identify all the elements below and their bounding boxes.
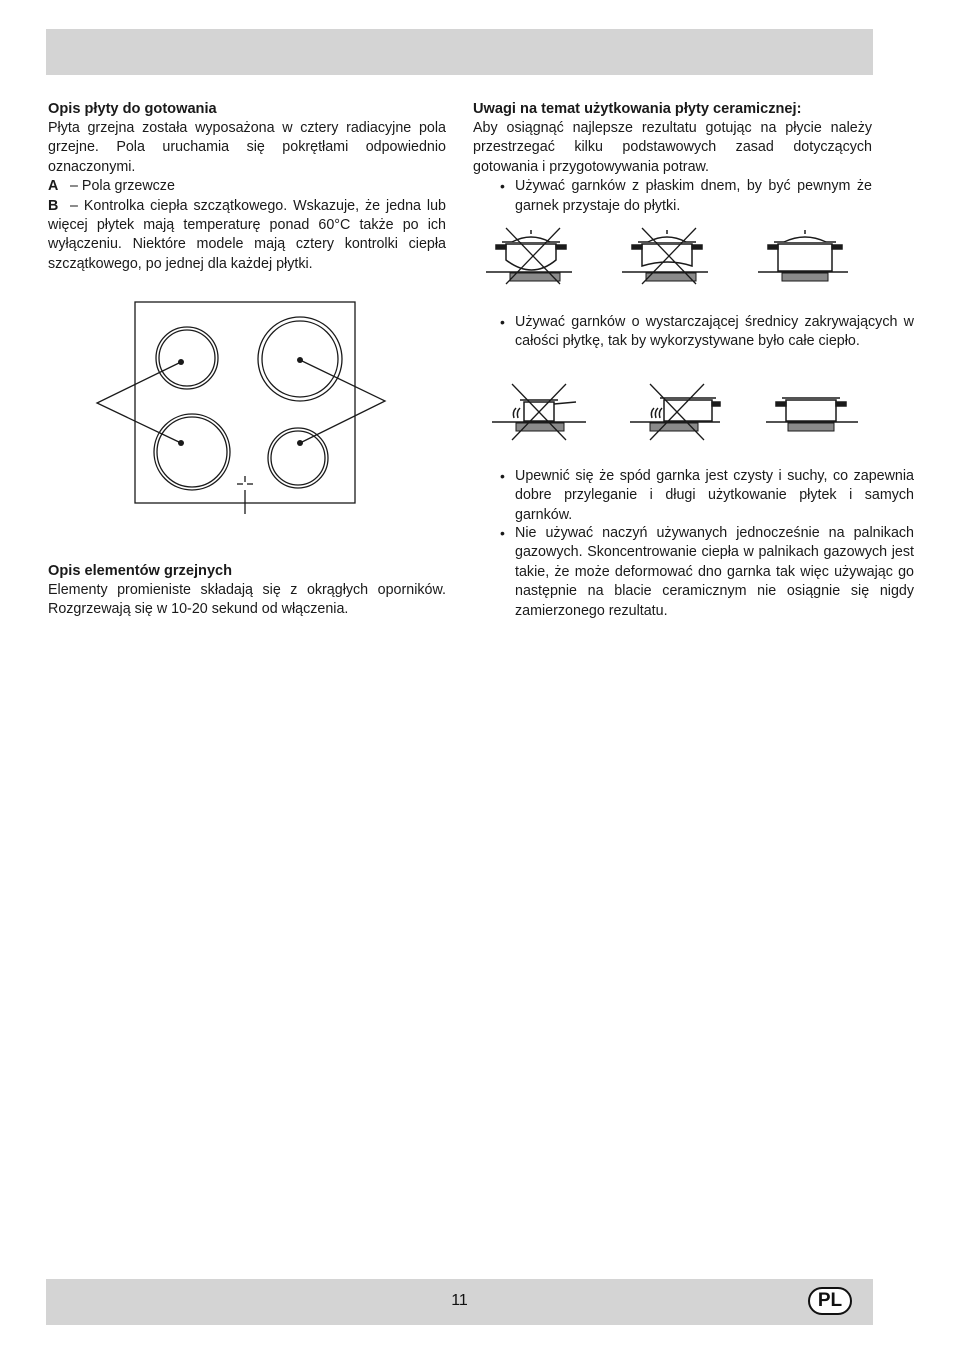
pot-small-diameter-icon (492, 400, 586, 431)
usage-notes-intro: Aby osiągnąć najlepsze rezultatu gotując na płycie należy przestrzegać kilku podstawowych zasad dotyczących gotowania i przygotowywania potraw. (473, 120, 872, 175)
legend-item-a (48, 177, 446, 196)
legend-item-b (48, 197, 446, 275)
burner-top-left (156, 327, 218, 389)
bullet-item: • Używać garnków o wystarczającej średnicy zakrywających w całości płytkę, tak by wykorzystywane było całe ciepło. (473, 313, 914, 352)
pot-diameter-illustrations (490, 378, 870, 444)
header-bar (46, 29, 873, 75)
heating-elements-section (48, 562, 446, 620)
page-number: 11 (451, 1292, 468, 1309)
footer-bar (46, 1279, 873, 1325)
pot-curved-bottom-icon (486, 230, 572, 281)
pointer-a-right (300, 360, 385, 443)
bullet-item: • Nie używać naczyń używanych jednocześnie na palnikach gazowych. Skoncentrowanie ciepła w palnikach gazowych jest takie, że może deformować dno garnka tak więc używając go następnie na blacie ceramicznym nie osiągnie się nigdy zamierzonego rezultatu. (473, 524, 914, 621)
language-badge: PL (808, 1287, 852, 1315)
pot-correct-size-icon (766, 398, 858, 431)
bullet-item: • Używać garnków z płaskim dnem, by być pewnym że garnek przystaje do płytki. (473, 177, 872, 216)
pot-bottom-illustrations (484, 222, 864, 292)
hob-description-text: Płyta grzejna została wyposażona w cztery radiacyjne pola grzejne. Pola uruchamia się pokrętłami odpowiednio oznaczonymi. (48, 120, 446, 175)
usage-notes-section (473, 100, 872, 216)
burner-bottom-right-inner (271, 431, 325, 485)
legend-text: – Pola grzewcze (70, 178, 175, 195)
hob-diagram (94, 300, 394, 520)
pot-bulged-bottom-icon (622, 230, 708, 281)
pot-flat-bottom-icon (758, 230, 848, 281)
hob-description-section (48, 100, 446, 274)
heating-elements-text: Elementy promieniste składają się z okrągłych oporników. Rozgrzewają się w 10-20 sekund od włączenia. (48, 582, 446, 618)
burner-bottom-right (268, 428, 328, 488)
heating-elements-heading: Opis elementów grzejnych (48, 563, 233, 579)
bullet-item: • Upewnić się że spód garnka jest czysty i suchy, co zapewnia dobre przyleganie i długi użytkowanie płytek i samych garnków. (473, 467, 914, 525)
legend-text: – Kontrolka ciepła szczątkowego. Wskazuje, że jedna lub więcej płytek mają temperaturę ponad 60°C także po ich wyłączeniu. Niektóre modele mają cztery kontrolki ciepła szczątkowego, po jednej dla każdej płytki. (48, 197, 446, 272)
burner-bottom-left (154, 414, 230, 490)
burner-top-left-inner (159, 330, 215, 386)
hob-outline (135, 302, 355, 503)
hob-description-heading: Opis płyty do gotowania (48, 101, 217, 117)
cross-icon (512, 384, 566, 440)
pointer-a-left (97, 362, 181, 443)
burner-bottom-left-inner (157, 417, 227, 487)
usage-notes-heading: Uwagi na temat użytkowania płyty ceramicznej: (473, 101, 802, 117)
legend-key: A (48, 178, 59, 195)
legend-key: B (48, 197, 59, 214)
